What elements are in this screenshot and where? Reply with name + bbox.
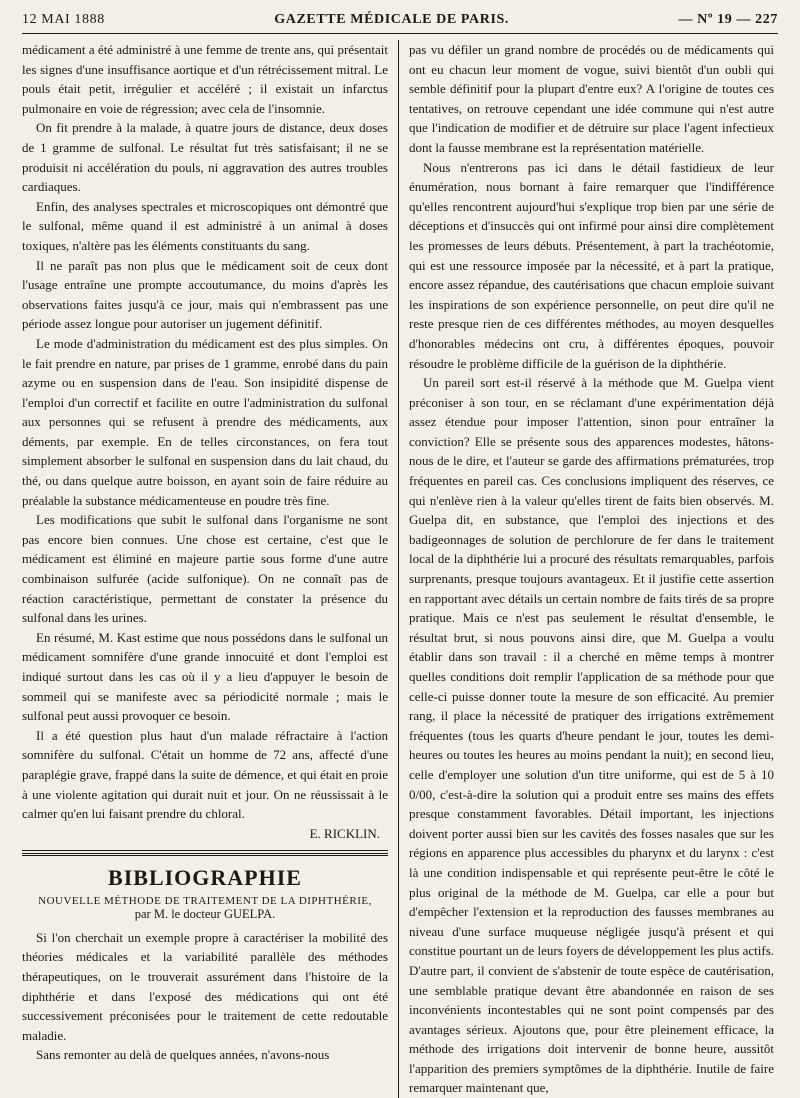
right-column: [398, 40, 774, 1098]
paragraph: Sans remonter au delà de quelques années, n'avons-nous: [36, 1047, 330, 1063]
paragraph: Si l'on cherchait un exemple propre à caractériser la mobilité des théories médicales et la variabilité parallèle des méthodes thérapeutiques, on le trouverait assurément dans l'histoire de la diphthérie et dans l'exposé des médications qui ont été successivement préconisées pour le traitement de cette redoutable maladie.: [22, 929, 388, 1043]
paragraph: En résumé, M. Kast estime que nous possédons dans le sulfonal un médicament somnifère d'une grande innocuité et dont l'emploi est indiqué surtout dans les cas où il y a lieu d'appuyer le besoin de sommeil qui se manifeste avec sa périodicité normale ; mais le sulfonal peut aussi provoquer ce besoin.: [22, 629, 388, 724]
paragraph: Il ne paraît pas non plus que le médicament soit de ceux dont l'usage entraîne une prompte accoutumance, du moins d'après les observations faites jusqu'à ce jour, mais qui n'embrassent pas une période assez longue pour autoriser un jugement définitif.: [22, 257, 388, 332]
paragraph: Il a été question plus haut d'un malade réfractaire à l'action somnifère du sulfonal. C'était un homme de 72 ans, affecté d'une paraplégie grave, frappé dans la suite de démence, et qui était en proie à une violente agitation qui durait nuit et jour. On ne réussissait à le calmer qu'en lui faisant prendre du chloral.: [22, 727, 388, 822]
article-title: NOUVELLE MÉTHODE DE TRAITEMENT DE LA DIPHTHÉRIE,: [38, 894, 372, 907]
paragraph: Enfin, des analyses spectrales et microscopiques ont démontré que le sulfonal, même quand il est administré à un animal à doses toxiques, n'altère pas les éléments constituants du sang.: [22, 198, 388, 253]
issue-page-number: — Nº 19 — 227: [678, 12, 778, 27]
section-title: BIBLIOGRAPHIE: [108, 864, 302, 890]
paragraph: On fit prendre à la malade, à quatre jours de distance, deux doses de 1 gramme de sulfonal. Le résultat fut très satisfaisant; il ne se produisit ni accélération du pouls, ni aggravation des autres troubles cardiaques.: [22, 120, 388, 195]
article-author-prefix: par M. le docteur: [134, 906, 221, 921]
left-column: [22, 40, 398, 1098]
page-header: [22, 12, 778, 34]
author-signature: E. RICKLIN.: [309, 825, 380, 841]
article-author: [22, 907, 388, 922]
issue-date: 12 MAI 1888: [22, 12, 105, 27]
paragraph: Nous n'entrerons pas ici dans le détail fastidieux de leur énumération, nous bornant à faire remarquer que l'indifférence qu'elles rencontrent aujourd'hui s'explique trop bien par une série de déceptions et d'insuccès qui ont infirmé pour ainsi dire complètement les promesses de leurs débuts. Présentement, à part la trachéotomie, qui est une ressource imposée par la nécessité, et à part la pratique, encore assez répandue, des cautérisations que chacun emploie suivant les inspirations de son expérience personnelle, on peut dire qu'il ne reste presque rien de ces différentes méthodes, au moyen desquelles d'honorables médecins ont cru, à différentes époques, pouvoir résoudre le problème difficile de la guérison de la diphthérie.: [409, 159, 774, 371]
journal-title: GAZETTE MÉDICALE DE PARIS.: [274, 12, 509, 27]
section-divider: [22, 850, 388, 851]
article-author-name: GUELPA.: [223, 906, 276, 921]
paragraph: médicament a été administré à une femme de trente ans, qui présentait les signes d'une insuffisance aortique et d'un rétrécissement mitral. Le pouls était petit, irrégulier et accéléré ; il existait un infarctus pulmonaire en voie de régression; avec cela de l'insomnie.: [22, 42, 388, 116]
paragraph: Les modifications que subit le sulfonal dans l'organisme ne sont pas encore bien connues. Une chose est certaine, c'est que le médicament est éliminé en majeure partie sous forme d'une autre combinaison sulfurée (acide sulfonique). On ne connaît pas de réaction caractéristique, permettant de constater la présence du sulfonal dans les urines.: [22, 512, 388, 626]
paragraph: Un pareil sort est-il réservé à la méthode que M. Guelpa vient préconiser à son tour, en se réclamant d'une expérimentation déjà assez étendue pour imposer l'attention, sinon pour entraîner la conviction? Elle se présente sous des apparences modestes, hâtons-nous de le dire, et l'auteur se garde des affirmations prématurées, trop fréquentes en pareil cas. Ces conclusions impliquent des réserves, ce qui n'enlève rien à la valeur qu'elles tirent de faits bien observés. M. Guelpa dit, en substance, que l'emploi des injections et des badigeonnages de solution de perchlorure de fer dans le traitement local de la diphthérie lui a procuré des résultats remarquables, parfois surprenants, presque toujours avantageux. Et il justifie cette assertion en rapportant avec détails un certain nombre de faits tirés de sa propre pratique. Mais ce n'est pas seulement le résultat d'ensemble, le résultat brut, si nous pouvons ainsi dire, que M. Guelpa a voulu établir dans son travail : il a cherché en même temps à montrer quelles conditions doit remplir l'application de sa méthode pour que celle-ci puisse donner toute la mesure de son efficacité. Au premier rang, il place la nécessité de pratiquer des irrigations extrêmement fréquentes (tous les quarts d'heure pendant le jour, toutes les demi-heures ou toutes les heures au moins pendant la nuit); en second lieu, celle d'employer une solution d'un titre uniforme, qui est de 5 à 10 0/00, c'est-à-dire la solution qui a produit entre ses mains des effets presque constamment favorables. Détail important, les injections doivent porter aussi bien sur les cavités des fosses nasales que sur les régions en apparence plus accessibles du pharynx et du larynx : c'est là une condition indispensable et qui représente peut-être le côté le plus original de la méthode de M. Guelpa, car elle a pour but d'empêcher l'extension et la reproduction des fausses membranes au niveau d'une surface muqueuse négligée jusqu'à présent et qui constitue pourtant un de leurs foyers de développement les plus actifs. D'autre part, il convient de s'abstenir de toute espèce de cautérisation, une semblable pratique devant être abandonnée en raison de ses inconvénients incontestables qui ne sont point compensés par des avantages sérieux. Ajoutons que, pour être pleinement efficace, la méthode des irrigations doit intervenir de bonne heure, aussitôt l'apparition des premiers symptômes de la diphthérie. Inutile de faire remarquer maintenant que,: [409, 375, 774, 1096]
two-column-body: [22, 40, 778, 1098]
section-divider-double: [22, 853, 388, 859]
paragraph: Le mode d'administration du médicament est des plus simples. On le fait prendre en nature, par prises de 1 gramme, enrobé dans du pain azyme ou en suspension dans de l'eau. Son insipidité dispense de l'emploi d'un correctif et facilite en outre l'administration du sulfonal aux personnes qui se refusent à prendre des médicaments, aux déments, par exemple. En de telles circonstances, on fera tout simplement absorber le sulfonal en suspension dans du lait chaud, du thé, ou dans quelque autre boisson, en ayant soin de faire réduire au préalable la substance médicamenteuse en poudre très fine.: [22, 335, 388, 508]
paragraph: pas vu défiler un grand nombre de procédés ou de médicaments qui ont eu chacun leur moment de vogue, suivi bientôt d'un oubli qui semble définitif pour la plupart d'entre eux? A l'origine de toutes ces tentatives, on retrouve cependant une idée commune qui n'est autre que l'indication de modifier et de détruire sur place l'agent infectieux dont la fausse membrane est la représentation matérielle.: [409, 42, 774, 155]
